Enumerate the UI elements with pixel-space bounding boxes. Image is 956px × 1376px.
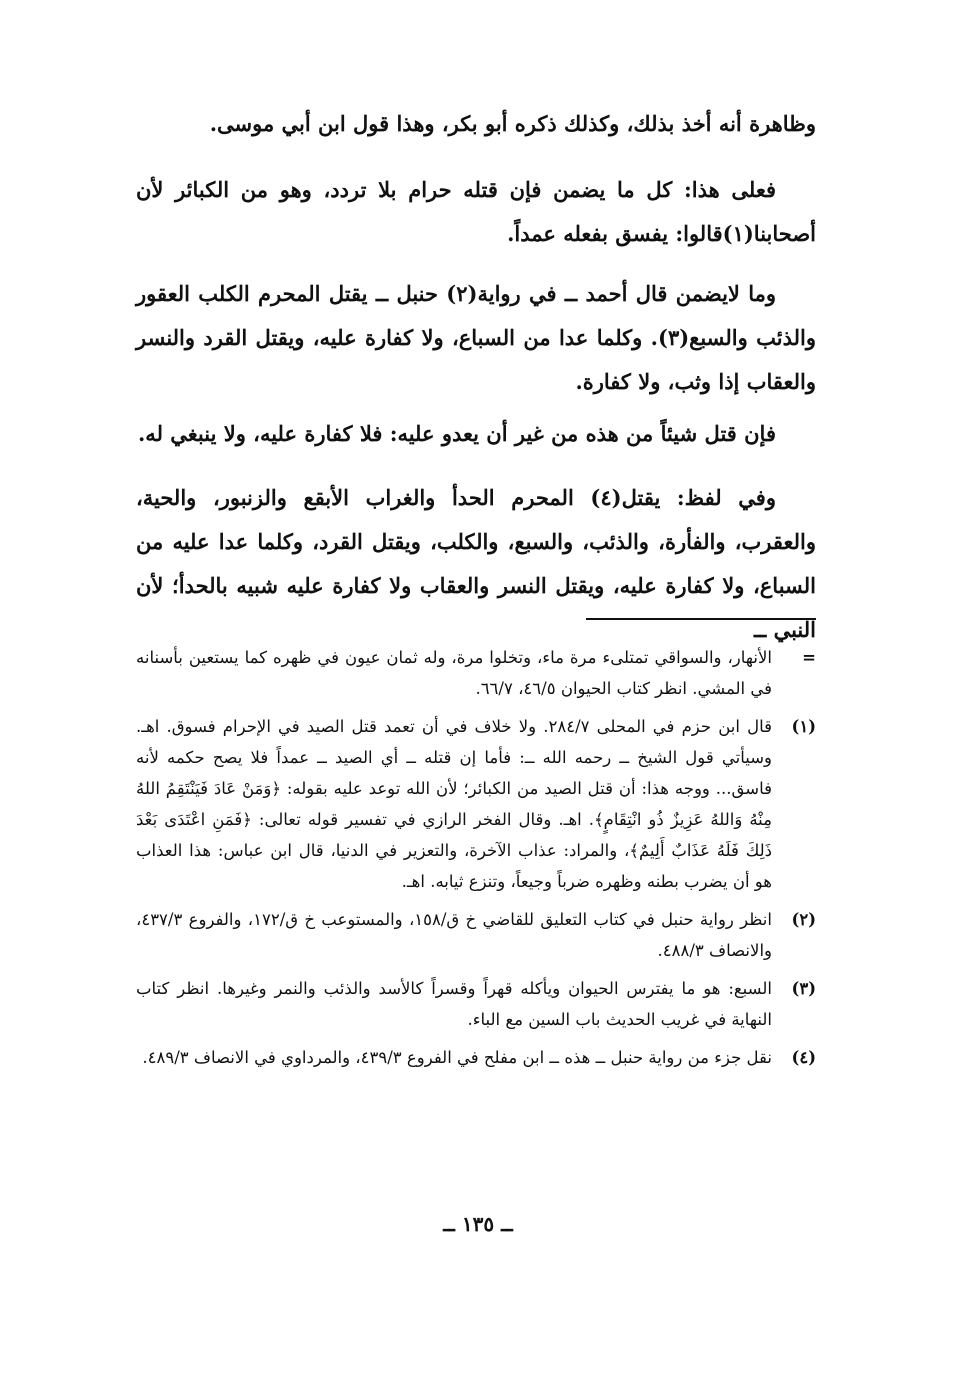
footnote-divider — [586, 618, 816, 620]
paragraph-3: وما لايضمن قال أحمد ــ في رواية(٢) حنبل ــ يقتل المحرم الكلب العقور والذئب والسبع(٣). وكلما عدا من السباع، ولا كفارة عليه، ويقتل القرد والنسر والعقاب إذا وثب، ولا كفارة. — [136, 281, 816, 394]
footnote-marker: (٣) — [791, 979, 816, 998]
footnote-marker: (٤) — [791, 1048, 816, 1067]
footnote-text: نقل جزء من رواية حنبل ــ هذه ــ ابن مفلح في الفروع ٤٣٩/٣، والمرداوي في الانصاف ٤٨٩/٣. — [142, 1048, 772, 1067]
footnote-marker: (٢) — [791, 910, 816, 929]
paragraph-2: فعلى هذا: كل ما يضمن فإن قتله حرام بلا تردد، وهو من الكبائر لأن أصحابنا(١)قالوا: يفسق بفعله عمداً. — [136, 177, 816, 246]
paragraph-4: فإن قتل شيئاً من هذه من غير أن يعدو عليه: فلا كفارة عليه، ولا ينبغي له. — [138, 421, 776, 446]
paragraph-1: وظاهرة أنه أخذ بذلك، وكذلك ذكره أبو بكر، وهذا قول ابن أبي موسى. — [209, 111, 816, 136]
footnote-4 — [136, 1042, 816, 1073]
footnote-3 — [136, 973, 816, 1035]
footnote-text: قال ابن حزم في المحلى ٢٨٤/٧. ولا خلاف في أن تعمد قتل الصيد في الإحرام فسوق. اهـ. وسيأتي قول الشيخ ــ رحمه الله ــ: فأما إن قتله ــ أي الصيد ــ عمداً فلا يصح حكمه لأنه فاسق... ووجه هذا: أن قتل الصيد من الكبائر؛ لأن الله توعد عليه بقوله: ﴿وَمَنْ عَادَ فَيَنْتَقِمُ اللهُ مِنْهُ وَاللهُ عَزِيزٌ ذُو انْتِقَامٍ﴾. اهـ. وقال الفخر الرازي في تفسير قوله تعالى: ﴿فَمَنِ اعْتَدَى بَعْدَ ذَلِكَ فَلَهُ عَذَابٌ أَلِيمٌ﴾، والمراد: عذاب الآخرة، والتعزير في الدنيا، قال ابن عباس: هذا العذاب هو أن يضرب بطنه وظهره ضرباً وجيعاً، وتنزع ثيابه. اهـ. — [136, 717, 773, 891]
footnote-continuation — [136, 642, 816, 704]
footnote-text: الأنهار، والسواقي تمتلىء مرة ماء، وتخلوا مرة، وله ثمان عيون في ظهره كما يستعين بأسنانه في المشي. انظر كتاب الحيوان ٤٦/٥، ٦٦/٧. — [136, 648, 772, 698]
footnotes-section — [136, 642, 816, 1080]
footnote-text: السبع: هو ما يفترس الحيوان ويأكله قهراً وقسراً كالأسد والذئب والنمر وغيرها. انظر كتاب النهاية في غريب الحديث باب السين مع الباء. — [136, 979, 772, 1029]
footnote-text: انظر رواية حنبل في كتاب التعليق للقاضي خ ق/١٥٨، والمستوعب خ ق/١٧٢، والفروع ٤٣٧/٣، والانصاف ٤٨٨/٣. — [136, 910, 772, 960]
page-number: ــ ١٣٥ ــ — [443, 1212, 513, 1236]
footnote-1 — [136, 711, 816, 897]
footnote-marker: (١) — [791, 717, 816, 736]
paragraph-5: وفي لفظ: يقتل(٤) المحرم الحدأ والغراب الأبقع والزنبور، والحية، والعقرب، والفأرة، والذئب، والسبع، والكلب، ويقتل القرد، وكلما عدا عليه من السباع، ولا كفارة عليه، ويقتل النسر والعقاب ولا كفارة عليه شبيه بالحدأ؛ لأن النبي ــ — [136, 485, 816, 642]
footnote-2 — [136, 904, 816, 966]
footnote-marker: = — [802, 648, 816, 667]
